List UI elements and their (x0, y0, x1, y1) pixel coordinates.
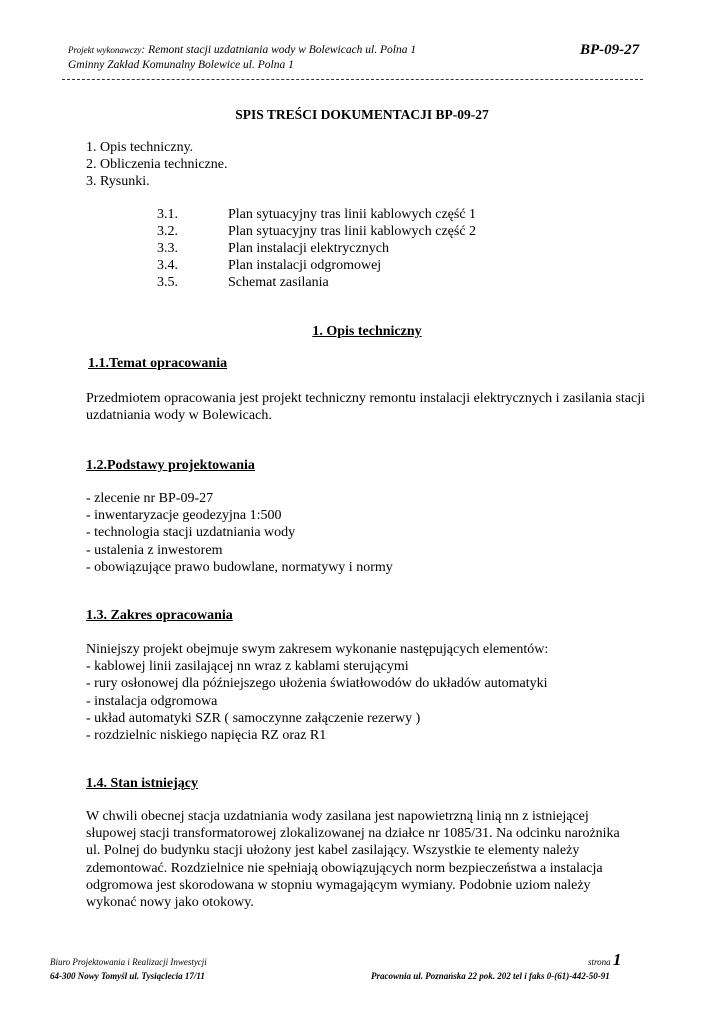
list-item: - układ automatyki SZR ( samoczynne załączenie rezerwy ) (86, 710, 421, 726)
toc-main-item: 2. Obliczenia techniczne. (86, 157, 228, 172)
bullet-list (86, 641, 548, 744)
list-item: - ustalenia z inwestorem (86, 542, 223, 558)
list-item: - inwentaryzacje geodezyjna 1:500 (86, 508, 282, 524)
toc-drawing-num: 3.3. (157, 241, 178, 256)
list-item: - technologia stacji uzdatniania wody (86, 525, 296, 541)
paragraph: Przedmiotem opracowania jest projekt techniczny remontu instalacji elektrycznych i zasilania stacji uzdatniania wody w Bolewicach. (86, 391, 646, 424)
toc-drawing-num: 3.1. (157, 207, 178, 222)
subsection-heading: 1.2.Podstawy projektowania (86, 458, 255, 473)
toc-drawing-item (157, 240, 557, 257)
header-project-label: Projekt wykonawczy (68, 45, 142, 55)
toc-drawing-item (157, 206, 557, 223)
header-doc-code: BP-09-27 (580, 42, 640, 58)
toc-main-item: 1. Opis techniczny. (86, 140, 194, 155)
toc-title: SPIS TREŚCI DOKUMENTACJI BP-09-27 (235, 107, 489, 122)
footer-address: 64-300 Nowy Tomyśl ul. Tysiąclecia 17/11 (50, 971, 205, 981)
toc-drawing-item (157, 274, 557, 291)
footer-workshop: Pracownia ul. Poznańska 22 pok. 202 tel i faks 0-(61)-442-50-91 (371, 971, 610, 981)
header-divider (62, 79, 643, 80)
toc-drawing-label: Plan sytuacyjny tras linii kablowych część 2 (228, 224, 477, 239)
header-project-title: : Remont stacji uzdatniania wody w Bolewicach ul. Polna 1 (141, 44, 417, 56)
header-client: Gminny Zakład Komunalny Bolewice ul. Polna 1 (68, 59, 294, 71)
toc-main-item: 3. Rysunki. (86, 174, 150, 189)
toc-drawing-label: Plan instalacji elektrycznych (228, 241, 389, 256)
toc-drawing-item (157, 223, 557, 240)
toc-drawings-list (157, 206, 557, 291)
paragraph-line: odgromowa jest skorodowana w stopniu wymagającym wymiany. Podobnie uziom należy (86, 877, 591, 893)
toc-drawing-label: Plan sytuacyjny tras linii kablowych część 1 (228, 207, 477, 222)
paragraph-line: wykonać nowy jako otokowy. (86, 894, 254, 910)
footer-page-label: strona (588, 957, 611, 967)
toc-drawing-label: Schemat zasilania (228, 275, 329, 290)
paragraph (86, 808, 620, 911)
toc-drawing-num: 3.4. (157, 258, 178, 273)
paragraph-line: ul. Polnej do budynku stacji ułożony jest kabel zasilający. Wszystkie te elementy należy (86, 843, 580, 859)
list-item: - zlecenie nr BP-09-27 (86, 491, 214, 506)
bullet-list (86, 490, 393, 576)
list-intro: Niniejszy projekt obejmuje swym zakresem wykonanie następujących elementów: (86, 642, 549, 657)
footer-page (588, 950, 621, 970)
subsection-heading: 1.3. Zakres opracowania (86, 608, 233, 623)
paragraph-line: słupowej stacji transformatorowej zlokalizowanej na działce nr 1085/31. Na odcinku narożnika (86, 826, 620, 842)
subsection-heading: 1.4. Stan istniejący (86, 776, 198, 791)
paragraph-line: W chwili obecnej stacja uzdatniania wody zasilana jest napowietrzną linią nn z istniejącej (86, 809, 589, 824)
toc-drawing-label: Plan instalacji odgromowej (228, 258, 382, 273)
list-item: - rury osłonowej dla późniejszego ułożenia światłowodów do układów automatyki (86, 676, 548, 692)
toc-main-list (86, 139, 227, 190)
list-item: - instalacja odgromowa (86, 693, 218, 709)
list-item: - kablowej linii zasilającej nn wraz z kablami sterującymi (86, 659, 409, 675)
footer-office: Biuro Projektowania i Realizacji Inwestycji (50, 957, 207, 967)
toc-drawing-item (157, 257, 557, 274)
list-item: - rozdzielnic niskiego napięcia RZ oraz R1 (86, 727, 327, 743)
subsection-heading: 1.1.Temat opracowania (88, 356, 228, 371)
footer-page-number: 1 (612, 950, 622, 969)
toc-drawing-num: 3.2. (157, 224, 178, 239)
section-title: 1. Opis techniczny (312, 324, 422, 339)
list-item: - obowiązujące prawo budowlane, normatywy i normy (86, 559, 393, 575)
header-project-line (68, 44, 416, 56)
paragraph-line: zdemontować. Rozdzielnice nie spełniają obowiązujących norm bezpieczeństwa a instalacja (86, 860, 603, 876)
toc-drawing-num: 3.5. (157, 275, 178, 290)
